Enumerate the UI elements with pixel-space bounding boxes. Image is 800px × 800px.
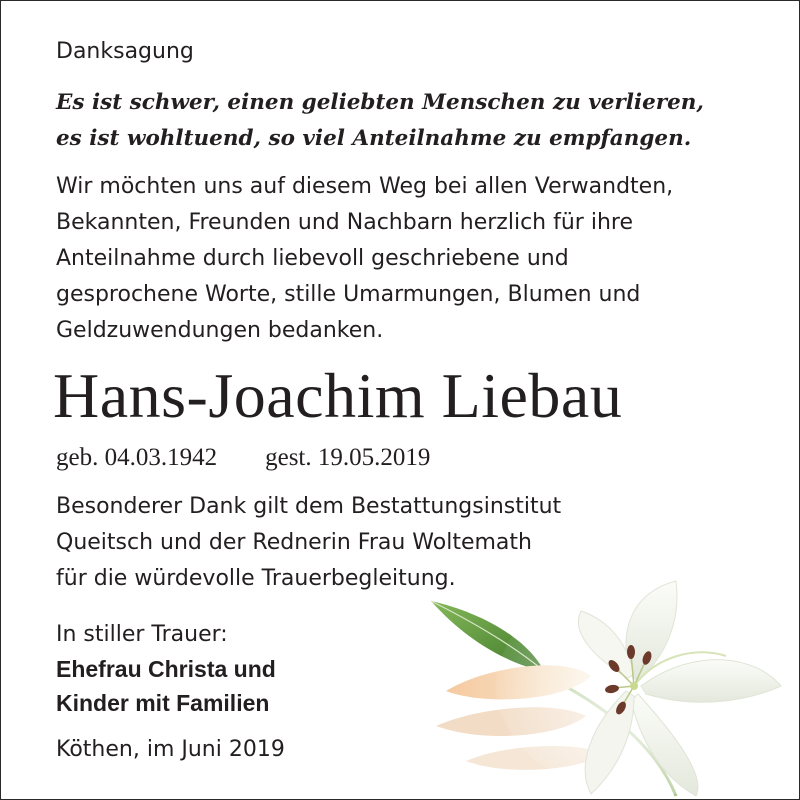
thanks-line: Bekannten, Freunden und Nachbarn herzlich für ihre	[56, 210, 633, 235]
special-thanks-line: für die würdevolle Trauerbegleitung.	[56, 566, 456, 591]
deceased-name: Hans-Joachim Liebau	[53, 360, 623, 431]
thanks-line: gesprochene Worte, stille Umarmungen, Blumen und	[56, 282, 641, 307]
motto-text	[56, 85, 704, 157]
signature-intro: In stiller Trauer:	[56, 622, 228, 647]
signature-block	[56, 618, 276, 720]
lily-flower-icon	[376, 576, 796, 798]
signature-line: Kinder mit Familien	[56, 690, 270, 716]
special-thanks-line: Besonderer Dank gilt dem Bestattungsinstitut	[56, 494, 562, 519]
life-dates	[56, 443, 430, 473]
death-date: gest. 19.05.2019	[265, 444, 431, 471]
motto-line: Es ist schwer, einen geliebten Menschen zu verlieren,	[56, 90, 704, 115]
notice-heading: Danksagung	[56, 39, 194, 64]
special-thanks-line: Queitsch und der Rednerin Frau Woltemath	[56, 530, 532, 555]
birth-date: geb. 04.03.1942	[56, 444, 218, 471]
signature-line: Ehefrau Christa und	[56, 656, 276, 682]
thanks-line: Wir möchten uns auf diesem Weg bei allen Verwandten,	[56, 174, 674, 199]
thanks-line: Anteilnahme durch liebevoll geschriebene und	[56, 246, 569, 271]
stamen-shape	[627, 645, 635, 659]
thanks-line: Geldzuwendungen bedanken.	[56, 318, 384, 343]
motto-line: es ist wohltuend, so viel Anteilnahme zu empfangen.	[56, 126, 692, 151]
place-and-date: Köthen, im Juni 2019	[56, 737, 285, 762]
thanks-paragraph	[56, 169, 673, 349]
